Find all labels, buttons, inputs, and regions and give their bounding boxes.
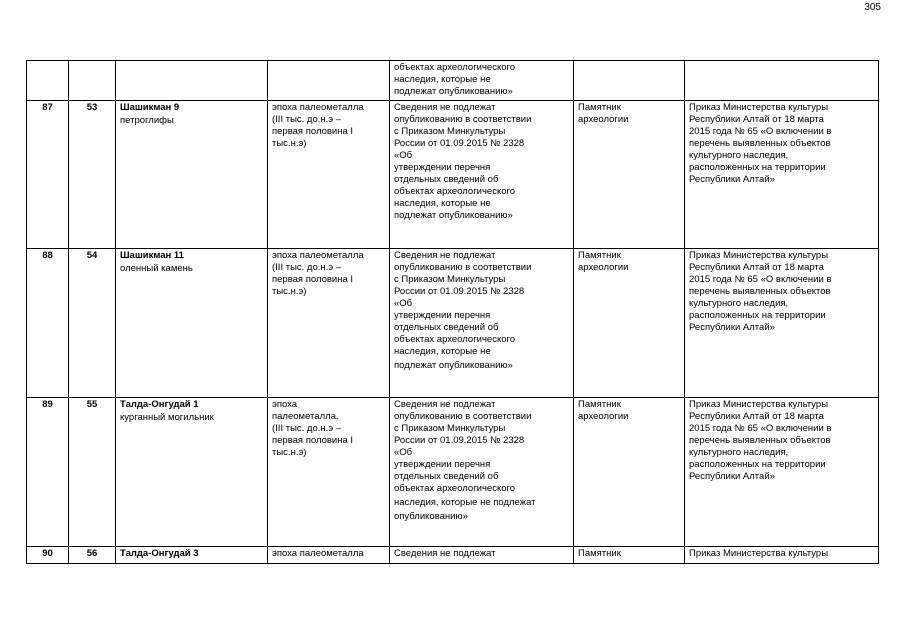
info-line: объектах археологического bbox=[394, 186, 516, 197]
table-row bbox=[27, 101, 879, 249]
document-line: перечень выявленных объектов bbox=[689, 435, 831, 446]
cell-document bbox=[685, 398, 879, 547]
category-line: археологии bbox=[578, 411, 629, 422]
cell-sub-num bbox=[69, 61, 116, 101]
dating-line: тыс.н.э) bbox=[272, 447, 307, 458]
cell-dating bbox=[268, 398, 390, 547]
cell-sub-num: 53 bbox=[69, 101, 116, 249]
info-line: Сведения не подлежат bbox=[394, 250, 496, 261]
dating-line: тыс.н.э) bbox=[272, 138, 307, 149]
document-line: Приказ Министерства культуры bbox=[689, 102, 829, 113]
object-name: Шашикман 9 bbox=[120, 102, 180, 113]
cell-info bbox=[390, 398, 574, 547]
heritage-registry-table bbox=[26, 60, 879, 564]
dating-line: эпоха палеометалла bbox=[272, 250, 364, 261]
category-line: Памятник bbox=[578, 548, 621, 559]
category-line: Памятник bbox=[578, 250, 621, 261]
object-name: Шашикман 11 bbox=[120, 250, 184, 261]
info-line: опубликованию в соответствии bbox=[394, 114, 532, 125]
dating-line: (III тыс. до.н.э – bbox=[272, 262, 342, 273]
cell-document bbox=[685, 61, 879, 101]
cell-document bbox=[685, 547, 879, 564]
info-line: России от 01.09.2015 № 2328 bbox=[394, 138, 525, 149]
cell-info bbox=[390, 101, 574, 249]
cell-dating bbox=[268, 101, 390, 249]
document-line: 2015 года № 65 «О включении в bbox=[689, 126, 832, 137]
document-line: Республики Алтай» bbox=[689, 471, 775, 482]
info-line: опубликованию в соответствии bbox=[394, 411, 532, 422]
cell-num: 87 bbox=[27, 101, 69, 249]
info-line: России от 01.09.2015 № 2328 bbox=[394, 286, 525, 297]
table-row bbox=[27, 398, 879, 547]
document-line: расположенных на территории bbox=[689, 162, 826, 173]
cell-sub-num: 55 bbox=[69, 398, 116, 547]
cell-num: 90 bbox=[27, 547, 69, 564]
document-line: Республики Алтай» bbox=[689, 322, 775, 333]
cell-name bbox=[116, 547, 268, 564]
info-line: Сведения не подлежат bbox=[394, 102, 496, 113]
document-line: расположенных на территории bbox=[689, 459, 826, 470]
cell-dating bbox=[268, 249, 390, 398]
info-line: объектах археологического bbox=[394, 334, 516, 345]
object-type: петроглифы bbox=[120, 115, 174, 126]
document-line: Приказ Министерства культуры bbox=[689, 250, 829, 261]
document-line: Республики Алтай» bbox=[689, 174, 775, 185]
cell-name bbox=[116, 101, 268, 249]
info-line: объектах археологического bbox=[394, 483, 516, 494]
cell-name bbox=[116, 398, 268, 547]
info-line: наследия, которые не bbox=[394, 74, 491, 85]
dating-line: эпоха палеометалла bbox=[272, 548, 364, 559]
cell-dating bbox=[268, 61, 390, 101]
cell-category bbox=[574, 547, 685, 564]
info-line: отдельных сведений об bbox=[394, 322, 499, 333]
cell-category bbox=[574, 101, 685, 249]
dating-line: первая половина I bbox=[272, 435, 354, 446]
document-line: Республики Алтай от 18 марта bbox=[689, 411, 824, 422]
cell-name bbox=[116, 61, 268, 101]
document-line: перечень выявленных объектов bbox=[689, 138, 831, 149]
category-line: Памятник bbox=[578, 399, 621, 410]
category-line: Памятник bbox=[578, 102, 621, 113]
dating-line: палеометалла. bbox=[272, 411, 339, 422]
dating-line: первая половина I bbox=[272, 274, 354, 285]
info-line: подлежат опубликованию» bbox=[394, 360, 513, 371]
info-line: с Приказом Минкультуры bbox=[394, 126, 506, 137]
cell-info bbox=[390, 61, 574, 101]
info-line: «Об bbox=[394, 447, 413, 458]
dating-line: (III тыс. до.н.э – bbox=[272, 423, 342, 434]
info-line: объектах археологического bbox=[394, 62, 516, 73]
object-type: оленный камень bbox=[120, 263, 193, 274]
info-line: «Об bbox=[394, 150, 413, 161]
cell-info bbox=[390, 249, 574, 398]
document-line: Приказ Министерства культуры bbox=[689, 399, 829, 410]
table-row-continuation bbox=[27, 61, 879, 101]
info-line: утверждении перечня bbox=[394, 310, 491, 321]
dating-line: эпоха bbox=[272, 399, 298, 410]
cell-document bbox=[685, 101, 879, 249]
document-line: расположенных на территории bbox=[689, 310, 826, 321]
cell-category bbox=[574, 61, 685, 101]
dating-line: первая половина I bbox=[272, 126, 354, 137]
cell-name bbox=[116, 249, 268, 398]
cell-num: 89 bbox=[27, 398, 69, 547]
cell-category bbox=[574, 249, 685, 398]
document-line: перечень выявленных объектов bbox=[689, 286, 831, 297]
info-line: утверждении перечня bbox=[394, 459, 491, 470]
dating-line: (III тыс. до.н.э – bbox=[272, 114, 342, 125]
category-line: археологии bbox=[578, 262, 629, 273]
document-line: культурного наследия, bbox=[689, 150, 789, 161]
info-line: Сведения не подлежат bbox=[394, 399, 496, 410]
document-line: культурного наследия, bbox=[689, 298, 789, 309]
info-line: «Об bbox=[394, 298, 413, 309]
cell-document bbox=[685, 249, 879, 398]
cell-info bbox=[390, 547, 574, 564]
cell-sub-num: 56 bbox=[69, 547, 116, 564]
info-line: подлежат опубликованию» bbox=[394, 210, 513, 221]
info-line: с Приказом Минкультуры bbox=[394, 423, 506, 434]
info-line: с Приказом Минкультуры bbox=[394, 274, 506, 285]
info-line: подлежат опубликованию» bbox=[394, 86, 513, 97]
info-line: опубликованию в соответствии bbox=[394, 262, 532, 273]
info-line: опубликованию» bbox=[394, 511, 468, 522]
document-line: Республики Алтай от 18 марта bbox=[689, 114, 824, 125]
cell-sub-num: 54 bbox=[69, 249, 116, 398]
document-line: культурного наследия, bbox=[689, 447, 789, 458]
document-line: 2015 года № 65 «О включении в bbox=[689, 274, 832, 285]
object-type: курганный могильник bbox=[120, 412, 214, 423]
table-row bbox=[27, 249, 879, 398]
cell-num bbox=[27, 61, 69, 101]
table-row bbox=[27, 547, 879, 564]
object-name: Талда-Онгудай 3 bbox=[120, 548, 199, 559]
object-name: Талда-Онгудай 1 bbox=[120, 399, 199, 410]
dating-line: тыс.н.э) bbox=[272, 286, 307, 297]
page-number: 305 bbox=[864, 2, 881, 13]
info-line: наследия, которые не bbox=[394, 346, 491, 357]
info-line: наследия, которые не bbox=[394, 198, 491, 209]
category-line: археологии bbox=[578, 114, 629, 125]
document-line: 2015 года № 65 «О включении в bbox=[689, 423, 832, 434]
cell-category bbox=[574, 398, 685, 547]
dating-line: эпоха палеометалла bbox=[272, 102, 364, 113]
info-line: наследия, которые не подлежат bbox=[394, 497, 536, 508]
document-line: Республики Алтай от 18 марта bbox=[689, 262, 824, 273]
info-line: отдельных сведений об bbox=[394, 174, 499, 185]
info-line: утверждении перечня bbox=[394, 162, 491, 173]
info-line: России от 01.09.2015 № 2328 bbox=[394, 435, 525, 446]
document-line: Приказ Министерства культуры bbox=[689, 548, 829, 559]
info-line: отдельных сведений об bbox=[394, 471, 499, 482]
cell-num: 88 bbox=[27, 249, 69, 398]
info-line: Сведения не подлежат bbox=[394, 548, 496, 559]
cell-dating bbox=[268, 547, 390, 564]
